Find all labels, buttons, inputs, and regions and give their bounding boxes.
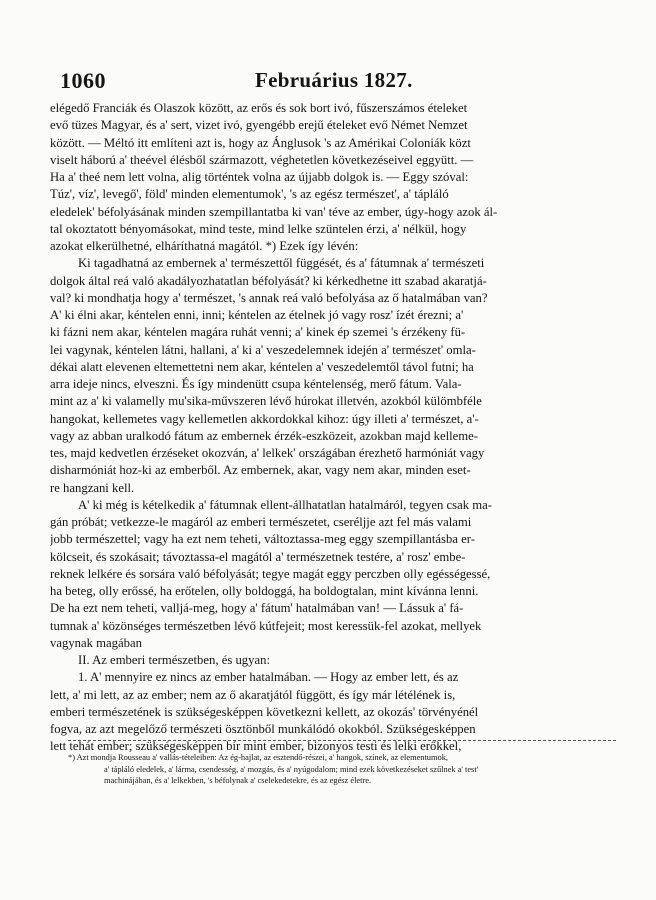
text-line: tumnak a' közönséges természetben lévő kútfejeit; most keressük-fel azokat, mellyek (50, 618, 482, 633)
text-line: lei vagynak, kéntelen látni, hallani, a' ki a' veszedelemnek idején a' természet' omla- (50, 342, 476, 357)
text-line: eledelek' béfolyásának minden szempillantatba ki van' téve az ember, úgy-hogy azok ál- (50, 204, 498, 219)
text-line: dolgok által reá való akadályozhatatlan béfolyását? ki kérkedhetne itt szabad akaratjá- (50, 273, 487, 288)
text-line: Ha a' theé nem lett volna, alig történtek volna az újjabb dolgok is. — Eggy szóval: (50, 170, 469, 184)
text-line: evő tüzes Magyar, és a' sert, vizet ivó, gyengébb erejű ételeket evő Német Nemzet (50, 118, 468, 133)
page-header-title: Februárius 1827. (255, 68, 413, 92)
running-head (60, 68, 620, 98)
text-line: vagy az abban uralkodó fátum az embernek érzék-eszközeit, azokban majd kelleme- (50, 428, 478, 443)
text-line: kölcseit, és szokásait; távoztassa-el magától a' természetnek testére, a' rosz' embe- (50, 549, 466, 564)
text-line: gán próbát; vetkezze-le magáról az emberi természetet, cseréljje azt fel más valami (50, 515, 472, 529)
text-line: elégedő Franciák és Olaszok között, az erős és sok bort ivó, fűszerszámos ételeket (50, 101, 468, 115)
footnote-line: machinájában, és a' lelkekben, 's béfolynak a' cselekedetekre, és az egész életre. (104, 776, 372, 785)
text-line: reknek lelkére és sorsára való béfolyását; tegye magát eggy perczben olly egésségessé, (50, 566, 491, 581)
text-line: tal okoztatott bényomásokat, mind teste, mind lelke szüntelen érzi, a' nélkül, hogy (50, 221, 467, 236)
text-line: azokat elkerülhetné, elháríthatná magától. *) Ezek így lévén: (50, 239, 359, 253)
footnote-line: *) Azt mondja Rousseau a' vallás-tételeiben: Az ég-hajlat, az esztendő-részei, a' hangok, színek, az elementumok, (68, 753, 448, 762)
footnote (68, 752, 620, 787)
text-line: tes, majd kedvetlen érzéseket okozván, a' lelkek' országában érezhető harmóniát vagy (50, 446, 485, 460)
body-text (50, 100, 615, 756)
text-line: Túz', víz', levegő', föld' minden elementumok', 's az egész természet', a' tápláló (50, 187, 449, 202)
text-line: re hangzani kell. (50, 480, 135, 495)
text-line: lett, a' mi lett, az az ember; nem az ő akaratjától függött, és így már létélének is, (50, 687, 456, 702)
text-line: viselt háború a' theével élésből származott, véghetetlen következéseivel eggyütt. — (50, 152, 474, 167)
text-line: vagynak magában (50, 635, 142, 650)
text-line: fogva, az azt megelőző természeti ösztönből munkálódó okokból. Szükségesképpen (50, 722, 476, 736)
text-line: disharmóniát hoz-ki az emberből. Az embernek, akar, vagy nem akar, minden eset- (50, 463, 471, 478)
text-line: ki fázni nem akar, kéntelen magára ruhát venni; a' kinek ép szemei 's érzékeny fü- (50, 325, 466, 340)
page-number: 1060 (60, 68, 106, 93)
text-line: emberi természetének is szükségesképpen következni kellett, az okozás' törvényénél (50, 704, 479, 719)
text-line: dékai alatt elevenen eltemettetni nem akar, kéntelen a' veszedelemtől távol futni; ha (50, 359, 474, 374)
footnote-divider (68, 740, 616, 741)
text-line: hangokat, kellemetes vagy kellemetlen akkordokkal kihoz: úgy illeti a' természet, a'- (50, 411, 479, 426)
text-line: arra ideje nincs, elveszni. És így mindenütt csupa kéntelenség, merő fátum. Vala- (50, 377, 462, 391)
text-line: A' ki élni akar, kéntelen enni, inni; kéntelen az ételnek jó vagy rosz' ízét érezni; a' (50, 308, 464, 322)
text-line: lett tehát ember; szükségesképpen bír mint ember, bizonyos testi és lelki erőkkel, (50, 739, 462, 754)
text-line: között. — Méltó itt említeni azt is, hogy az Ánglusok 's az Amérikai Coloniák közt (50, 135, 471, 150)
text-line: De ha ezt nem teheti, valljá-meg, hogy a' fátum' hatalmában van! — Lássuk a' fá- (50, 601, 464, 616)
text-line: Ki tagadhatná az embernek a' természettől függését, és a' fátumnak a' természeti (78, 256, 485, 271)
text-line: jobb természettel; vagy ha ezt nem teheti, változtassa-meg eggy szempillantásba er- (50, 532, 475, 547)
text-line: ha beteg, olly erőssé, ha erőtelen, olly boldoggá, ha boldogtalan, mint kívánna lenni. (50, 584, 479, 598)
text-line: val? ki mondhatja hogy a' természet, 's annak reá való befolyása az ő hatalmában van? (50, 290, 488, 305)
text-line: A' ki még is kételkedik a' fátumnak ellent-állhatatlan hatalmáról, tegyen csak ma- (78, 497, 492, 512)
text-line: II. Az emberi természetben, és ugyan: (78, 653, 270, 667)
footnote-line: a' tápláló eledelek, a' lárma, csendesség, a' mozgás, és a' nyúgodalom; mind ezek következéseket szűlnek a' test' (104, 764, 479, 774)
text-line: 1. A' mennyire ez nincs az ember hatalmában. — Hogy az ember lett, és az (78, 670, 459, 685)
text-line: mint az a' ki valamelly mu'sika-művszeren lévő húrokat illetvén, azokból külömbféle (50, 394, 482, 409)
